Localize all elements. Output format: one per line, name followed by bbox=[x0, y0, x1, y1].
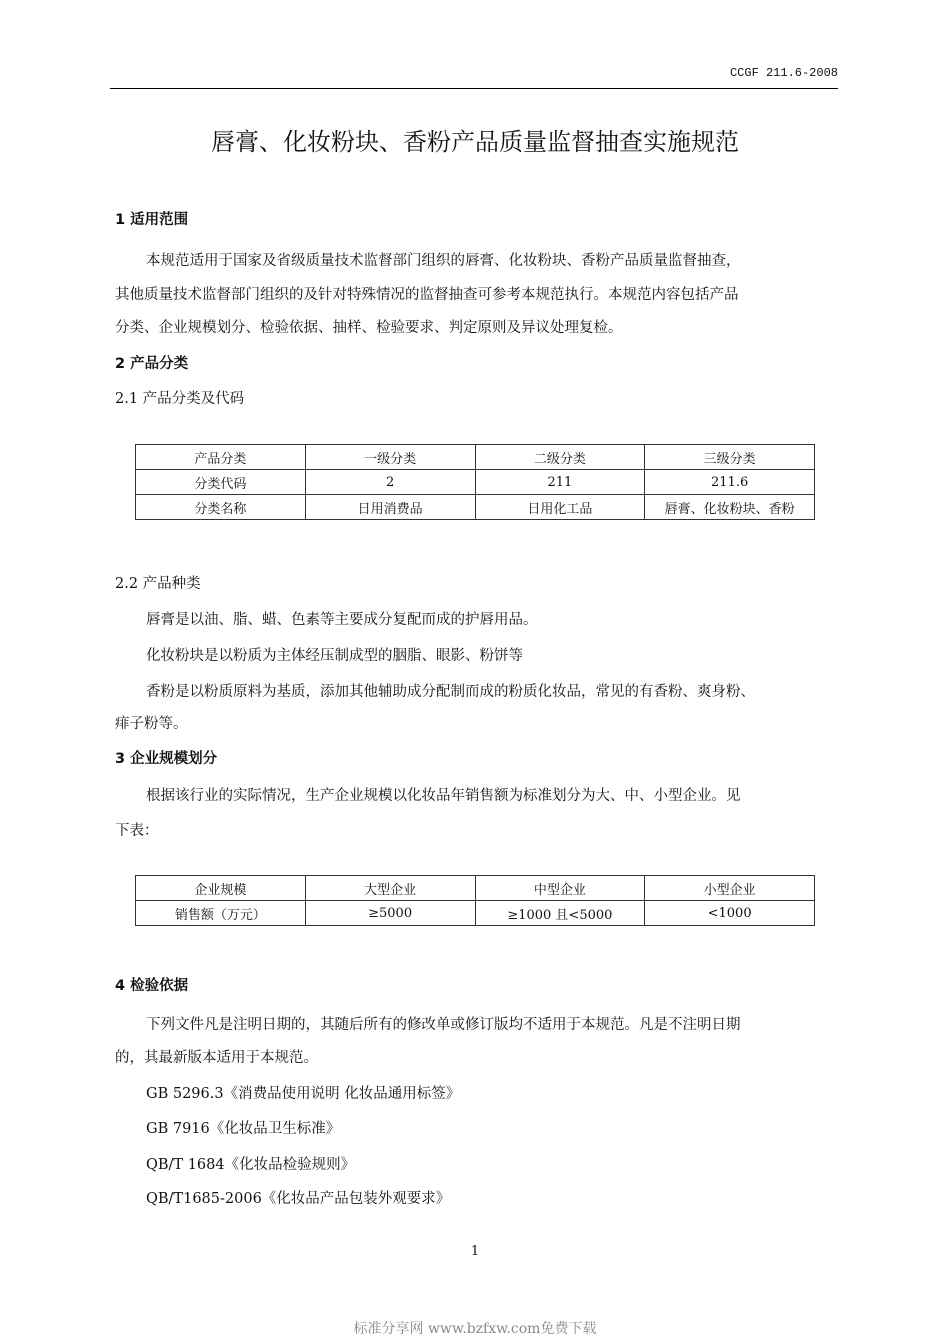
table-cell: 211.6 bbox=[645, 470, 815, 495]
page-title: 唇膏、化妆粉块、香粉产品质量监督抽查实施规范 bbox=[211, 128, 739, 156]
table-cell: 产品分类 bbox=[136, 445, 306, 470]
reference-item: QB/T 1684《化妆品检验规则》 bbox=[146, 1157, 356, 1173]
table-cell: 二级分类 bbox=[475, 445, 645, 470]
paragraph-line: 痱子粉等。 bbox=[115, 716, 188, 732]
table-cell: 大型企业 bbox=[305, 876, 475, 901]
table-cell: 日用化工品 bbox=[475, 495, 645, 520]
table-cell: 一级分类 bbox=[305, 445, 475, 470]
page-number: 1 bbox=[470, 1244, 480, 1259]
table-cell: 三级分类 bbox=[645, 445, 815, 470]
table-cell: 唇膏、化妆粉块、香粉 bbox=[645, 495, 815, 520]
subsection-2-1: 2.1 产品分类及代码 bbox=[115, 391, 245, 407]
watermark-footer: 标准分享网 www.bzfxw.com免费下载 bbox=[353, 1321, 597, 1337]
paragraph-line: 唇膏是以油、脂、蜡、色素等主要成分复配而成的护唇用品。 bbox=[146, 612, 538, 628]
reference-item: QB/T1685-2006《化妆品产品包装外观要求》 bbox=[146, 1191, 451, 1207]
paragraph-line: 分类、企业规模划分、检验依据、抽样、检验要求、判定原则及异议处理复检。 bbox=[115, 320, 623, 336]
table-row bbox=[136, 445, 815, 470]
reference-item: GB 7916《化妆品卫生标准》 bbox=[146, 1121, 341, 1137]
paragraph-line: 本规范适用于国家及省级质量技术监督部门组织的唇膏、化妆粉块、香粉产品质量监督抽查， bbox=[146, 253, 741, 269]
table-cell: 2 bbox=[305, 470, 475, 495]
section-2-heading: 2 产品分类 bbox=[115, 356, 189, 372]
subsection-2-2: 2.2 产品种类 bbox=[115, 576, 201, 592]
table-cell: ≥5000 bbox=[305, 901, 475, 926]
table-cell: 销售额（万元） bbox=[136, 901, 306, 926]
paragraph-line: 的，其最新版本适用于本规范。 bbox=[115, 1050, 318, 1066]
table-cell: <1000 bbox=[645, 901, 815, 926]
paragraph-line: 根据该行业的实际情况，生产企业规模以化妆品年销售额为标准划分为大、中、小型企业。见 bbox=[146, 788, 741, 804]
document-code: CCGF 211.6-2008 bbox=[729, 66, 838, 80]
table-cell: 日用消费品 bbox=[305, 495, 475, 520]
classification-table bbox=[135, 444, 815, 520]
table-row bbox=[136, 901, 815, 926]
table-row bbox=[136, 470, 815, 495]
section-1-heading: 1 适用范围 bbox=[115, 212, 189, 228]
table-cell: 分类代码 bbox=[136, 470, 306, 495]
table-row bbox=[136, 495, 815, 520]
paragraph-line: 下表： bbox=[115, 823, 159, 839]
table-cell: 企业规模 bbox=[136, 876, 306, 901]
table-cell: 小型企业 bbox=[645, 876, 815, 901]
section-3-heading: 3 企业规模划分 bbox=[115, 751, 218, 767]
header-rule bbox=[110, 88, 838, 89]
enterprise-scale-table bbox=[135, 875, 815, 926]
table-cell: 分类名称 bbox=[136, 495, 306, 520]
table-cell: 中型企业 bbox=[475, 876, 645, 901]
table-cell: ≥1000 且<5000 bbox=[475, 901, 645, 926]
paragraph-line: 下列文件凡是注明日期的，其随后所有的修改单或修订版均不适用于本规范。凡是不注明日期 bbox=[146, 1017, 741, 1033]
paragraph-line: 其他质量技术监督部门组织的及针对特殊情况的监督抽查可参考本规范执行。本规范内容包括产品 bbox=[115, 287, 739, 303]
table-row bbox=[136, 876, 815, 901]
paragraph-line: 香粉是以粉质原料为基质，添加其他辅助成分配制而成的粉质化妆品，常见的有香粉、爽身粉、 bbox=[146, 684, 755, 700]
reference-item: GB 5296.3《消费品使用说明 化妆品通用标签》 bbox=[146, 1086, 461, 1102]
section-4-heading: 4 检验依据 bbox=[115, 978, 189, 994]
table-cell: 211 bbox=[475, 470, 645, 495]
paragraph-line: 化妆粉块是以粉质为主体经压制成型的胭脂、眼影、粉饼等 bbox=[146, 648, 523, 664]
